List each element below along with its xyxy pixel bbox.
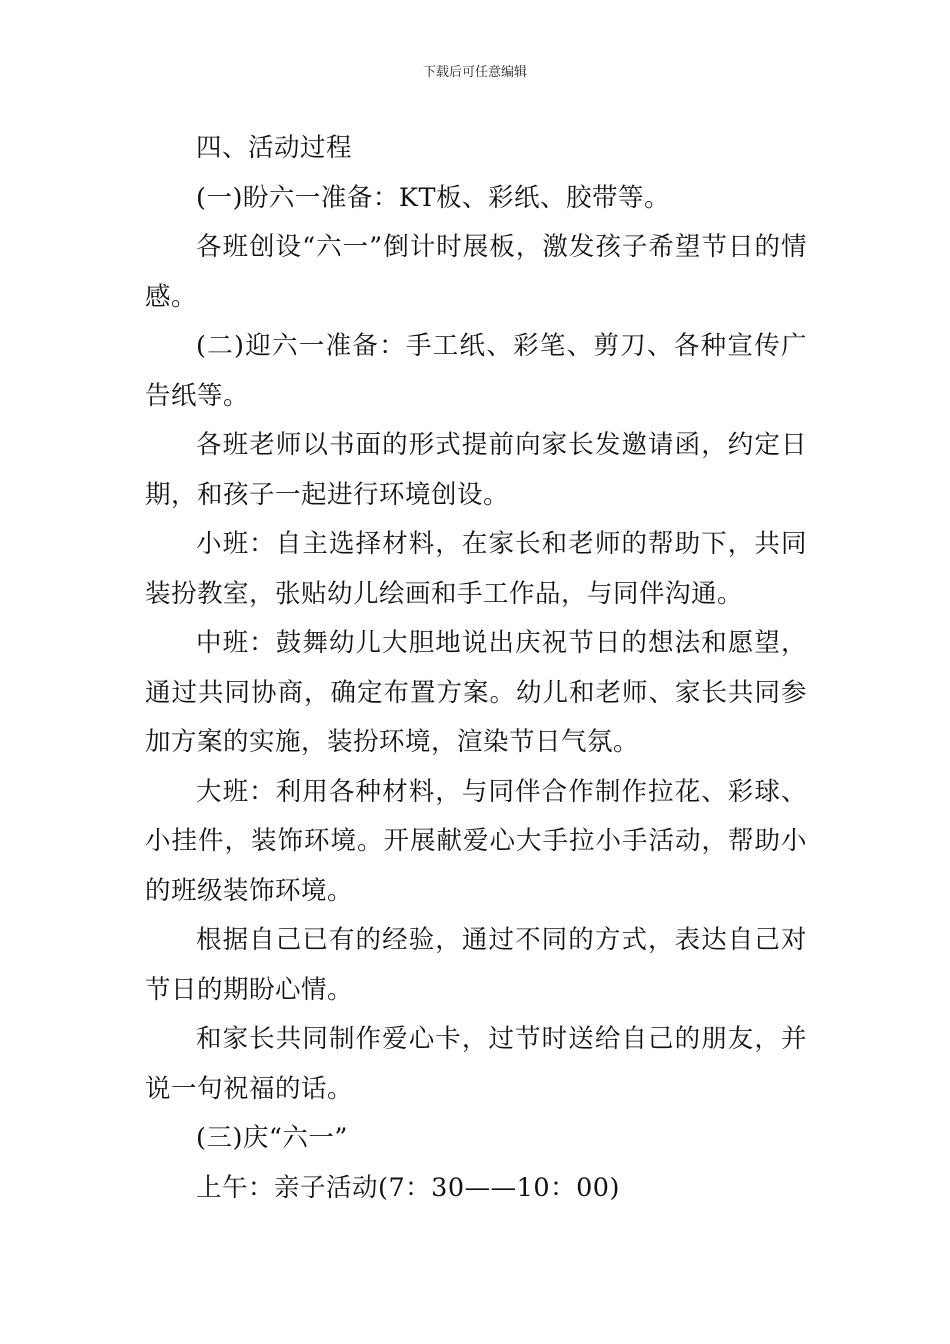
body-paragraph: 大班：利用各种材料，与同伴合作制作拉花、彩球、小挂件，装饰环境。开展献爱心大手拉小手活动，帮助小的班级装饰环境。 (145, 776, 807, 906)
body-paragraph: 小班：自主选择材料，在家长和老师的帮助下，共同装扮教室，张贴幼儿绘画和手工作品，与同伴沟通。 (145, 529, 807, 609)
body-paragraph: 各班老师以书面的形式提前向家长发邀请函，约定日期，和孩子一起进行环境创设。 (145, 430, 807, 510)
document-body (145, 124, 807, 1213)
subsection-heading: (二)迎六一准备：手工纸、彩笔、剪刀、各种宣传广告纸等。 (145, 331, 807, 411)
body-paragraph: 上午：亲子活动(7：30——10：00) (196, 1172, 620, 1203)
subsection-heading: (三)庆“六一” (196, 1123, 348, 1153)
page-header (0, 64, 950, 82)
section-heading: 四、活动过程 (196, 133, 353, 163)
header-note: 下载后可任意编辑 (422, 65, 527, 80)
body-paragraph: 根据自己已有的经验，通过不同的方式，表达自己对节日的期盼心情。 (145, 925, 807, 1005)
body-paragraph: 和家长共同制作爱心卡，过节时送给自己的朋友，并说一句祝福的话。 (145, 1024, 807, 1104)
body-paragraph: 各班创设“六一”倒计时展板，激发孩子希望节日的情感。 (145, 232, 807, 312)
body-paragraph: 中班：鼓舞幼儿大胆地说出庆祝节日的想法和愿望，通过共同协商，确定布置方案。幼儿和老师、家长共同参加方案的实施，装扮环境，渲染节日气氛。 (145, 628, 807, 757)
subsection-heading: (一)盼六一准备：KT板、彩纸、胶带等。 (196, 182, 670, 213)
